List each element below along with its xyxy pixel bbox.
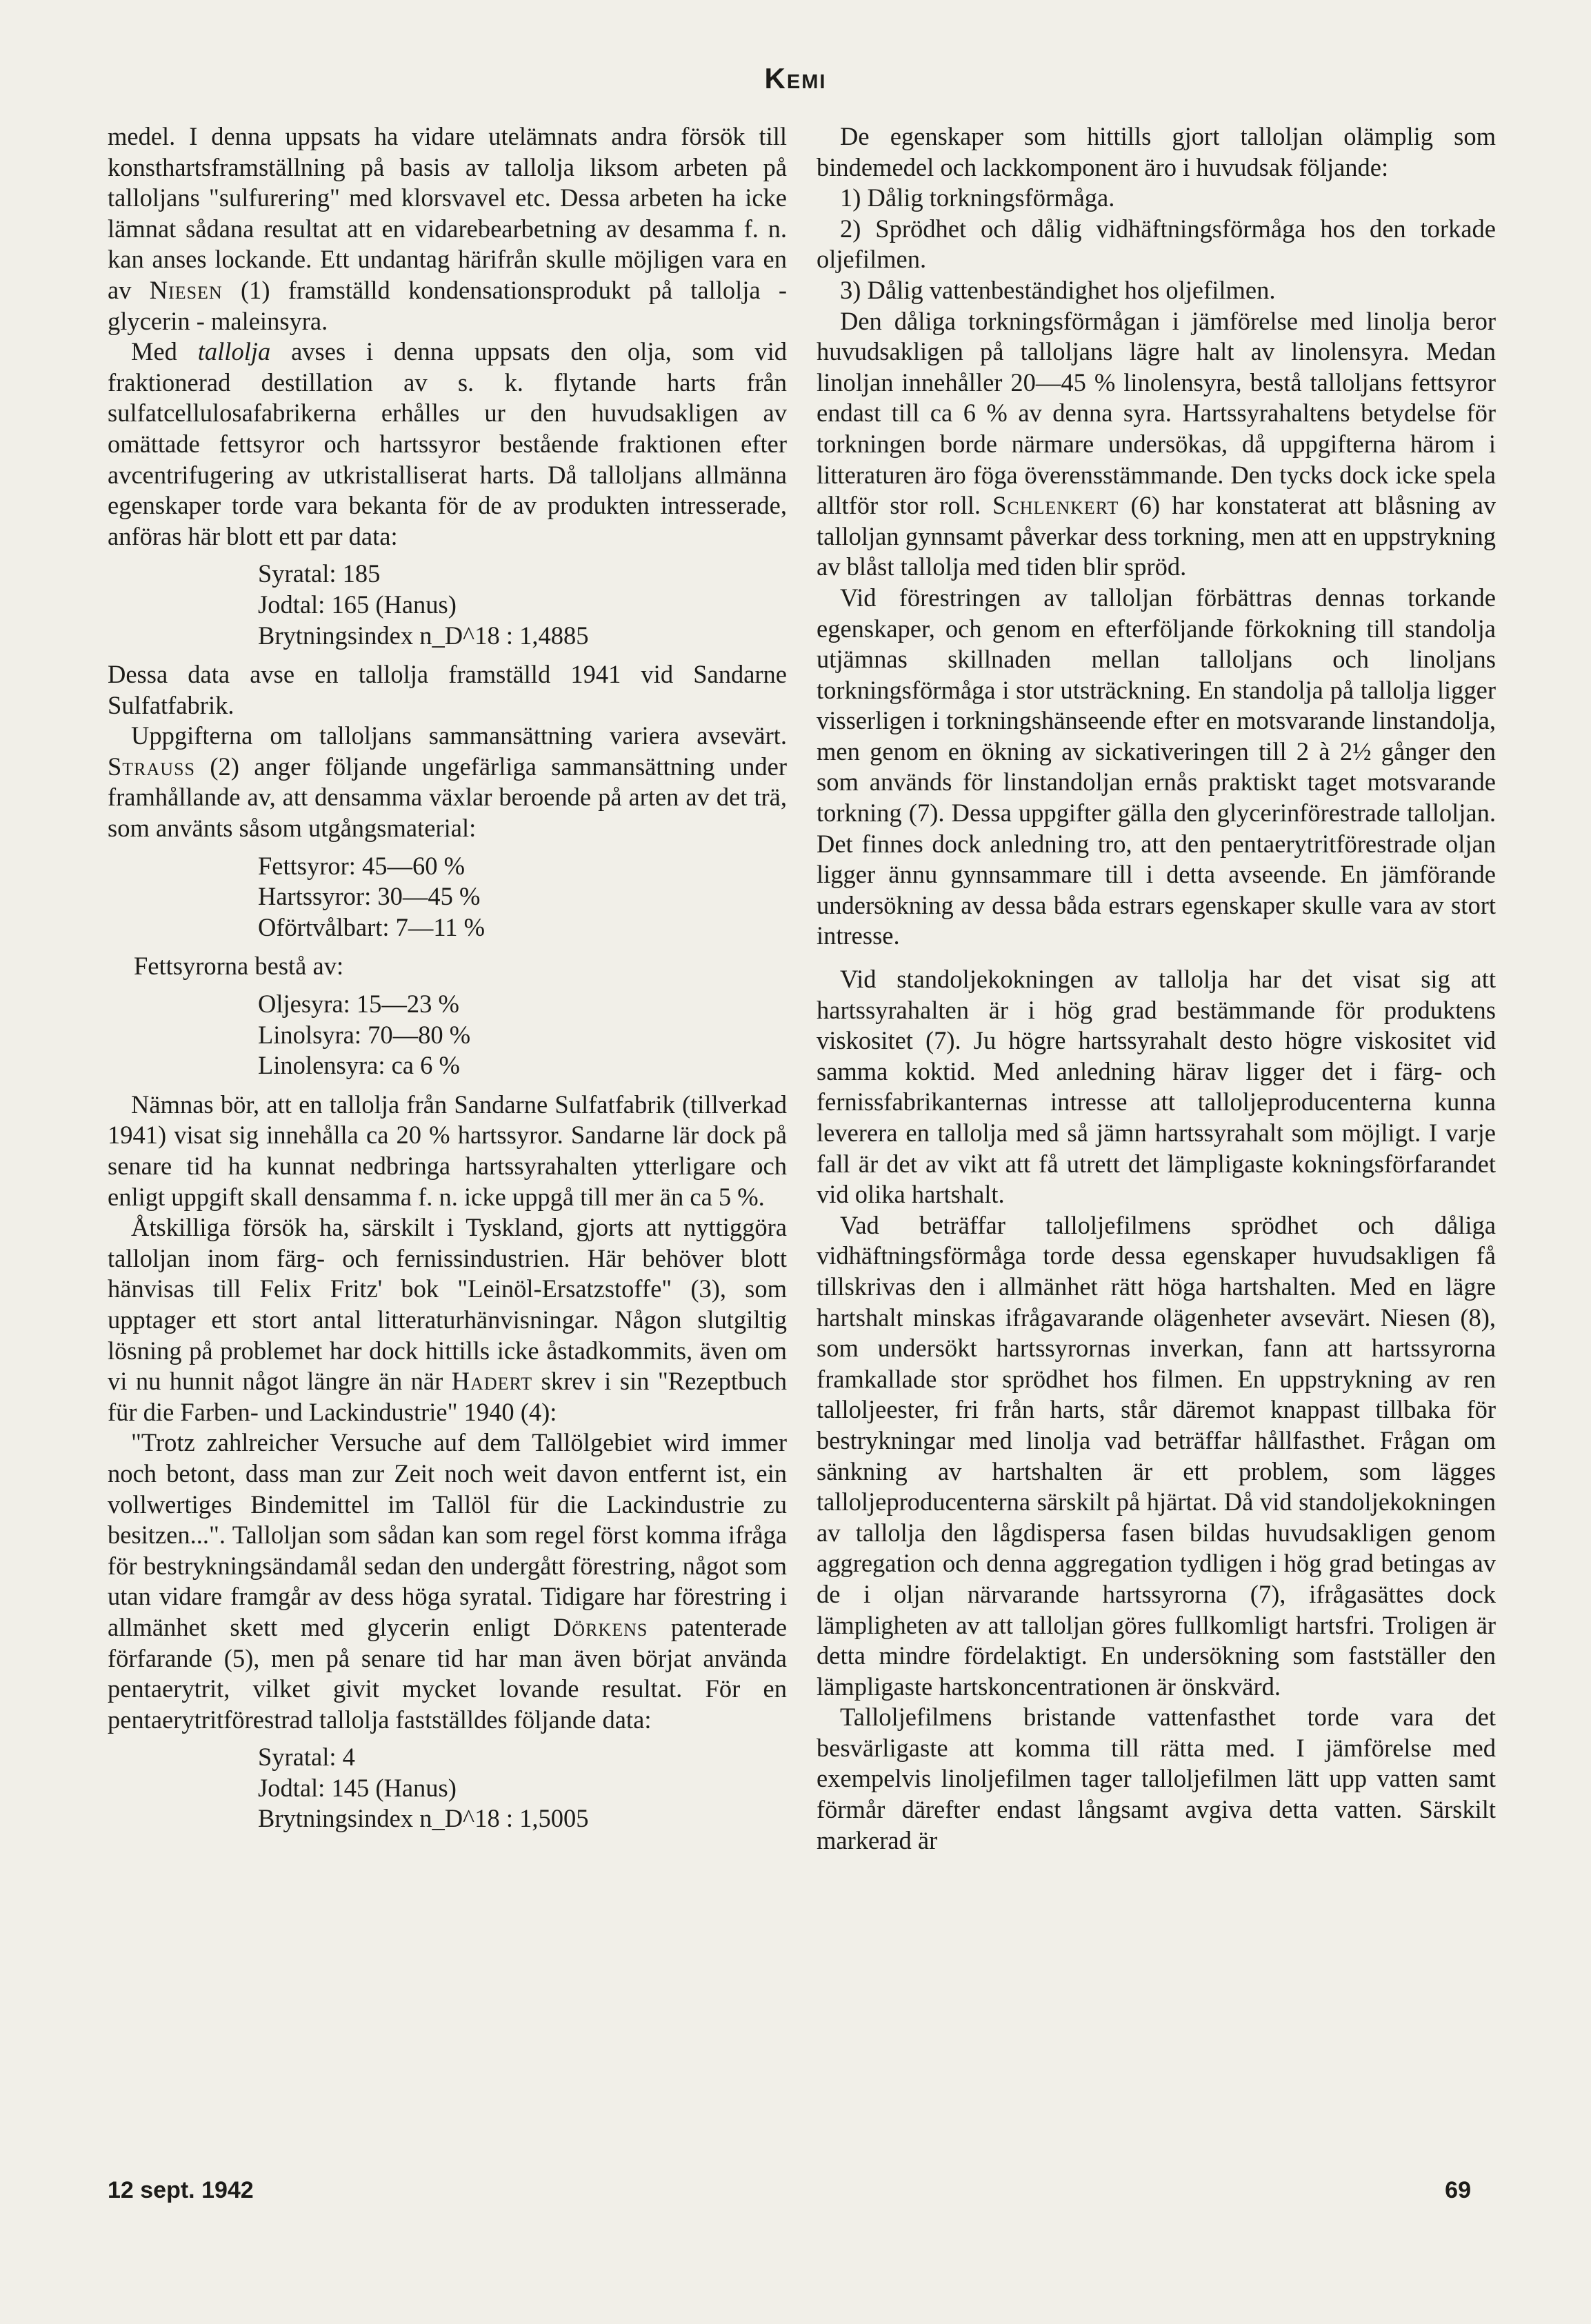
data-item: Syratal: 4: [258, 1743, 355, 1772]
data-item: Syratal: 185: [258, 559, 381, 588]
left-column: [108, 121, 787, 1843]
paragraph: Talloljefilmens bristande vattenfasthet torde vara det besvärligaste att komma till rätta med. I jämförelse med exempelvis linoljefilmen tager talloljefilmen lätt upp vatten samt förmår därefter endast långsamt avgiva detta vatten. Särskilt markerad är: [817, 1703, 1496, 1854]
data-item: Brytningsindex n_D^18 : 1,5005: [258, 1804, 589, 1833]
author-name: Niesen: [149, 275, 223, 304]
data-item: Linolensyra: ca 6 %: [258, 1051, 460, 1080]
paragraph: Med tallolja avses i denna uppsats den olja, som vid fraktionerad destillation av s. k. flytande harts från sulfatcellulosafabrikerna erhålles ur den huvudsakligen av omättade fettsyror och hartssyror bestående fraktionen efter avcentrifugering av utkristalliserat harts. Då talloljans allmänna egenskaper torde vara bekanta för de av produkten intresserade, anföras här blott ett par data:: [108, 337, 787, 550]
paragraph: medel. I denna uppsats ha vidare utelämnats andra försök till konsthartsframställning på basis av tallolja liksom arbeten på talloljans "sulfurering" med klorsvavel etc. Dessa arbeten ha icke lämnat sådana resultat att en vidarebearbetning av desamma f. n. kan anses lockande. Ett undantag härifrån skulle möjligen vara en av Niesen (1) framställd kondensationsprodukt på tallolja - glycerin - maleinsyra.: [108, 122, 787, 335]
paragraph: Uppgifterna om talloljans sammansättning variera avsevärt. Strauss (2) anger följande ungefärliga sammansättning under framhållande av, att densamma växlar beroende på arten av det trä, som använts såsom utgångsmaterial:: [108, 721, 788, 843]
paragraph: Vad beträffar talloljefilmens sprödhet och dåliga vidhäftningsförmåga torde dessa egenskaper huvudsakligen få tillskrivas den i allmänhet rätt höga hartshalten. Med en lägre hartshalt minskas ifrågavarande olägenheter avsevärt. Niesen (8), som undersökt hartssyrornas inverkan, fann att hartssyrorna framkallade stor sprödhet hos filmen. En uppstrykning av ren talloljeester, fri från harts, står däremot knappast tillbaka för bestrykningar med linolja vad beträffar hållfasthet. Frågan om sänkning av hartshalten är ett problem, som lägges talloljeproducenterna särskilt på hjärtat. Då vid standoljekokningen av tallolja den lågdispersa fasen bildas huvudsakligen genom aggregation och denna aggregation tydligen i hög grad betingas av de i oljan närvarande hartssyrorna (7), ifrågasättes dock lämpligheten av att talloljan göres fullkomligt hartsfri. Troligen är detta mindre fördelaktigt. En undersökning som fastställer den lämpligaste hartskoncentrationen är önskvärd.: [817, 1210, 1496, 1701]
data-list: [258, 559, 787, 651]
right-column: [817, 121, 1496, 1856]
list-item: 2) Sprödhet och dålig vidhäftningsförmåga hos den torkade oljefilmen.: [817, 214, 1496, 274]
paragraph: "Trotz zahlreicher Versuche auf dem Tallölgebiet wird immer noch betont, dass man zur Zeit noch weit davon entfernt ist, ein vollwertiges Bindemittel im Tallöl für die Lackindustrie zu besitzen...". Talloljan som sådan kan som regel först komma ifråga för bestrykningsändamål sedan den undergått förestring, något som utan vidare framgår av dess höga syratal. Tidigare har förestring i allmänhet skett med glycerin enligt Dörkens patenterade förfarande (5), men på senare tid har man även börjat använda pentaerytrit, vilket givit mycket lovande resultat. För en pentaerytritförestrad tallolja fastställdes följande data:: [108, 1428, 788, 1734]
data-item: Oljesyra: 15—23 %: [258, 990, 459, 1019]
sub-label: Fettsyrorna bestå av:: [134, 952, 344, 981]
data-item: Brytningsindex n_D^18 : 1,4885: [258, 621, 589, 650]
data-item: Jodtal: 165 (Hanus): [258, 590, 457, 619]
data-item: Fettsyror: 45—60 %: [258, 851, 466, 880]
data-list: [258, 851, 787, 943]
author-name: Hadert: [451, 1367, 533, 1396]
data-item: Hartssyror: 30—45 %: [258, 882, 481, 911]
list-item: 3) Dålig vattenbeständighet hos oljefilmen.: [840, 275, 1276, 304]
data-item: Jodtal: 145 (Hanus): [258, 1773, 457, 1802]
data-item: Oförtvålbart: 7—11 %: [258, 912, 486, 941]
paragraph: Vid förestringen av talloljan förbättras dennas torkande egenskaper, och genom en efterföljande förkokning till standolja utjämnas skillnaden mellan talloljans och linoljans torkningsförmåga i stor utsträckning. En standolja på tallolja ligger visserligen i torkningshänseende efter en motsvarande linstandolja, men genom en ökning av sickativeringen till 2 à 2½ gånger den som används för linstandoljan ernås praktiskt taget motsvarande torkning (7). Dessa uppgifter gälla den glycerinförestrade talloljan. Det finnes dock anledning tro, att den pentaerytritförestrade oljan ligger ännu gynnsammare till i detta avseende. En jämförande undersökning av dessa båda estrars egenskaper skulle vara av stort intresse.: [817, 583, 1496, 950]
paragraph: Den dåliga torkningsförmågan i jämförelse med linolja beror huvudsakligen på talloljans lägre halt av linolensyra. Medan linoljan innehåller 20—45 % linolensyra, bestå talloljans fettsyror endast till ca 6 % av denna syra. Hartssyrahaltens betydelse för torkningen borde närmare undersökas, då uppgifterna härom i litteraturen äro föga överensstämmande. Den tycks dock icke spela alltför stor roll. Schlenkert (6) har konstaterat att blåsning av talloljan gynnsamt påverkar dess torkning, men att en uppstrykning av blåst tallolja med tiden blir spröd.: [817, 306, 1497, 581]
page-number: 69: [1445, 2177, 1471, 2203]
issue-date: 12 sept. 1942: [108, 2177, 254, 2203]
paragraph: Nämnas bör, att en tallolja från Sandarne Sulfatfabrik (tillverkad 1941) visat sig innehålla ca 20 % hartssyror. Sandarne lär dock på senare tid ha kunnat nedbringa hartssyrahalten ytterligare och enligt uppgift skall densamma f. n. icke uppgå till mer än ca 5 %.: [108, 1090, 787, 1211]
list-item: 1) Dålig torkningsförmåga.: [840, 183, 1115, 212]
author-name: Schlenkert: [992, 491, 1119, 520]
paragraph: Dessa data avse en tallolja framställd 1941 vid Sandarne Sulfatfabrik.: [108, 660, 787, 719]
page-header: Kemi: [764, 62, 827, 94]
paragraph: Vid standoljekokningen av tallolja har det visat sig att hartssyrahalten är i hög grad bestämmande för produktens viskositet (7). Ju högre hartssyrahalt desto högre viskositet vid samma koktid. Med anledning härav ligger det i färg- och fernissfabrikanternas intresse att talloljeproducenterna kunna leverera en tallolja med så jämn hartssyrahalt som möjligt. I varje fall är det av vikt att få utrett det lämpligaste kokningsförfarandet vid olika hartshalt.: [817, 965, 1496, 1209]
paragraph: Åtskilliga försök ha, särskilt i Tyskland, gjorts att nyttiggöra talloljan inom färg- och fernissindustrien. Här behöver blott hänvisas till Felix Fritz' bok "Leinöl-Ersatzstoffe" (3), som upptager ett stort antal litteraturhänvisningar. Någon slutgiltig lösning på problemet har dock hittills icke åstadkommits, även om vi nu hunnit något längre än när Hadert skrev i sin "Rezeptbuch für die Farben- und Lackindustrie" 1940 (4):: [108, 1213, 788, 1426]
data-list: [258, 989, 787, 1081]
data-list: [258, 1742, 787, 1834]
author-name: Dörkens: [552, 1612, 648, 1641]
data-item: Linolsyra: 70—80 %: [258, 1020, 471, 1049]
paragraph: De egenskaper som hittills gjort talloljan olämplig som bindemedel och lackkomponent äro i huvudsak följande:: [817, 122, 1496, 181]
author-name: Strauss: [108, 752, 195, 781]
emphasis: tallolja: [197, 337, 271, 366]
